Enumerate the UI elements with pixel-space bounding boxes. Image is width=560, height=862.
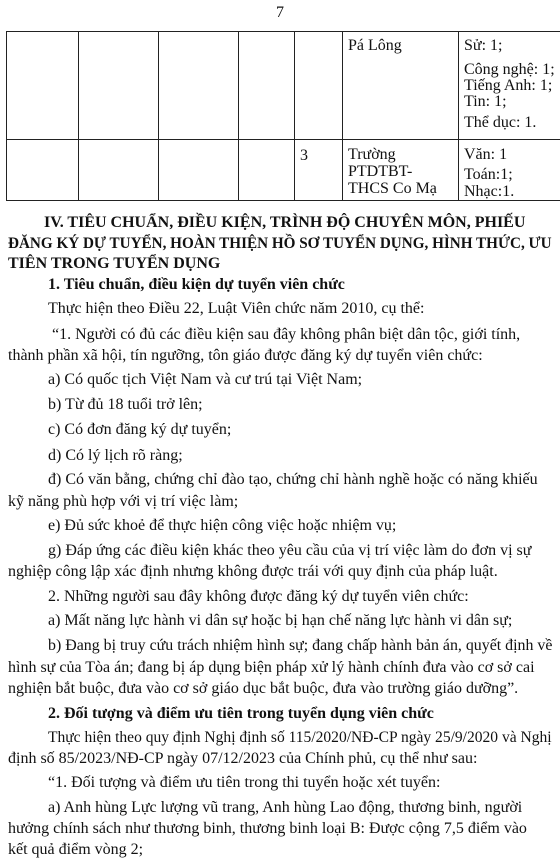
table-cell [159,140,239,201]
school-name-line: Trường PTDTBT- [348,146,413,180]
list-item: nghiện bắt buộc, đưa vào cơ sở giáo dục bắt buộc, đưa vào trường giáo dưỡng”. [8,680,519,697]
list-item: nghiệp công lập xác định nhưng không được trái với quy định của pháp luật. [8,563,498,580]
table-row [7,140,560,201]
table-cell [239,32,295,140]
table-cell-school: Pá Lông [343,32,459,140]
table-cell-index: 3 [295,140,343,201]
list-item: kỹ năng phù hợp với vị trí việc làm; [8,493,239,510]
section-heading: TIÊN TRONG TUYỂN DỤNG [8,255,221,272]
table-cell [7,32,79,140]
paragraph: “1. Người có đủ các điều kiện sau đây không phân biệt dân tộc, giới tính, [52,326,521,343]
list-item: e) Đủ sức khoẻ để thực hiện công việc hoặc nhiệm vụ; [48,517,397,534]
subject-item: Tiếng Anh: 1; [464,77,553,94]
paragraph: Thực hiện theo Điều 22, Luật Viên chức năm 2010, cụ thể: [48,300,425,317]
list-item: a) Mất năng lực hành vi dân sự hoặc bị hạn chế năng lực hành vi dân sự; [48,612,513,629]
list-item: kết quả điểm vòng 2; [8,841,144,858]
subject-item: Thể dục: 1. [464,114,537,131]
section-heading: ĐĂNG KÝ DỰ TUYỂN, HOÀN THIỆN HỒ SƠ TUYỂN DỤNG, HÌNH THỨC, ƯU [8,235,552,252]
paragraph: thành phần xã hội, tín ngưỡng, tôn giáo được đăng ký dự tuyển viên chức: [8,347,483,364]
paragraph: Thực hiện theo quy định Nghị định số 115/2020/NĐ-CP ngày 25/9/2020 và Nghị [48,729,552,746]
subject-item: Nhạc:1. [464,183,515,200]
subject-item: Văn: 1 [464,146,508,163]
table-cell-school [343,140,459,201]
table-cell-subjects [459,32,560,140]
list-item: a) Có quốc tịch Việt Nam và cư trú tại Việt Nam; [48,371,363,388]
subsection-title: 2. Đối tượng và điểm ưu tiên trong tuyển dụng viên chức [48,705,434,722]
list-item: hình sự của Tòa án; đang bị áp dụng biện pháp xử lý hành chính đưa vào cơ sở cai [8,659,535,676]
subsection-title: 1. Tiêu chuẩn, điều kiện dự tuyển viên chức [48,276,345,293]
table-cell [79,140,159,201]
table-cell [7,140,79,201]
subject-item: Tin: 1; [464,93,507,110]
list-item: hưởng chính sách như thương binh, thương binh loại B: Được cộng 7,5 điểm vào [8,820,527,837]
list-item: g) Đáp ứng các điều kiện khác theo yêu cầu của vị trí việc làm do đơn vị sự [48,542,532,559]
list-item: a) Anh hùng Lực lượng vũ trang, Anh hùng Lao động, thương binh, người [48,799,523,816]
table-cell [79,32,159,140]
list-item: d) Có lý lịch rõ ràng; [48,447,183,464]
page-number: 7 [276,4,284,21]
paragraph: “1. Đối tượng và điểm ưu tiên trong thi tuyển hoặc xét tuyển: [48,774,441,791]
table-cell [239,140,295,201]
table-cell [159,32,239,140]
subject-item: Sử: 1; [464,37,503,54]
list-item: c) Có đơn đăng ký dự tuyển; [48,421,232,438]
list-item: b) Từ đủ 18 tuổi trở lên; [48,396,203,413]
table-row [7,32,560,140]
paragraph: 2. Những người sau đây không được đăng ký dự tuyển viên chức: [48,588,469,605]
table-cell-subjects [459,140,560,201]
recruitment-table [6,31,560,201]
subject-item: Toán:1; [464,166,513,183]
list-item: b) Đang bị truy cứu trách nhiệm hình sự; đang chấp hành bản án, quyết định về [48,637,553,654]
paragraph: định số 85/2023/NĐ-CP ngày 07/12/2023 của Chính phủ, cụ thể như sau: [8,750,478,767]
section-heading: IV. TIÊU CHUẨN, ĐIỀU KIỆN, TRÌNH ĐỘ CHUYÊN MÔN, PHIẾU [44,214,526,231]
subject-item: Công nghệ: 1; [464,61,555,78]
table-cell-index [295,32,343,140]
list-item: đ) Có văn bằng, chứng chỉ đào tạo, chứng chỉ hành nghề hoặc có năng khiếu [48,471,538,488]
school-name-line: THCS Co Mạ [348,180,437,197]
